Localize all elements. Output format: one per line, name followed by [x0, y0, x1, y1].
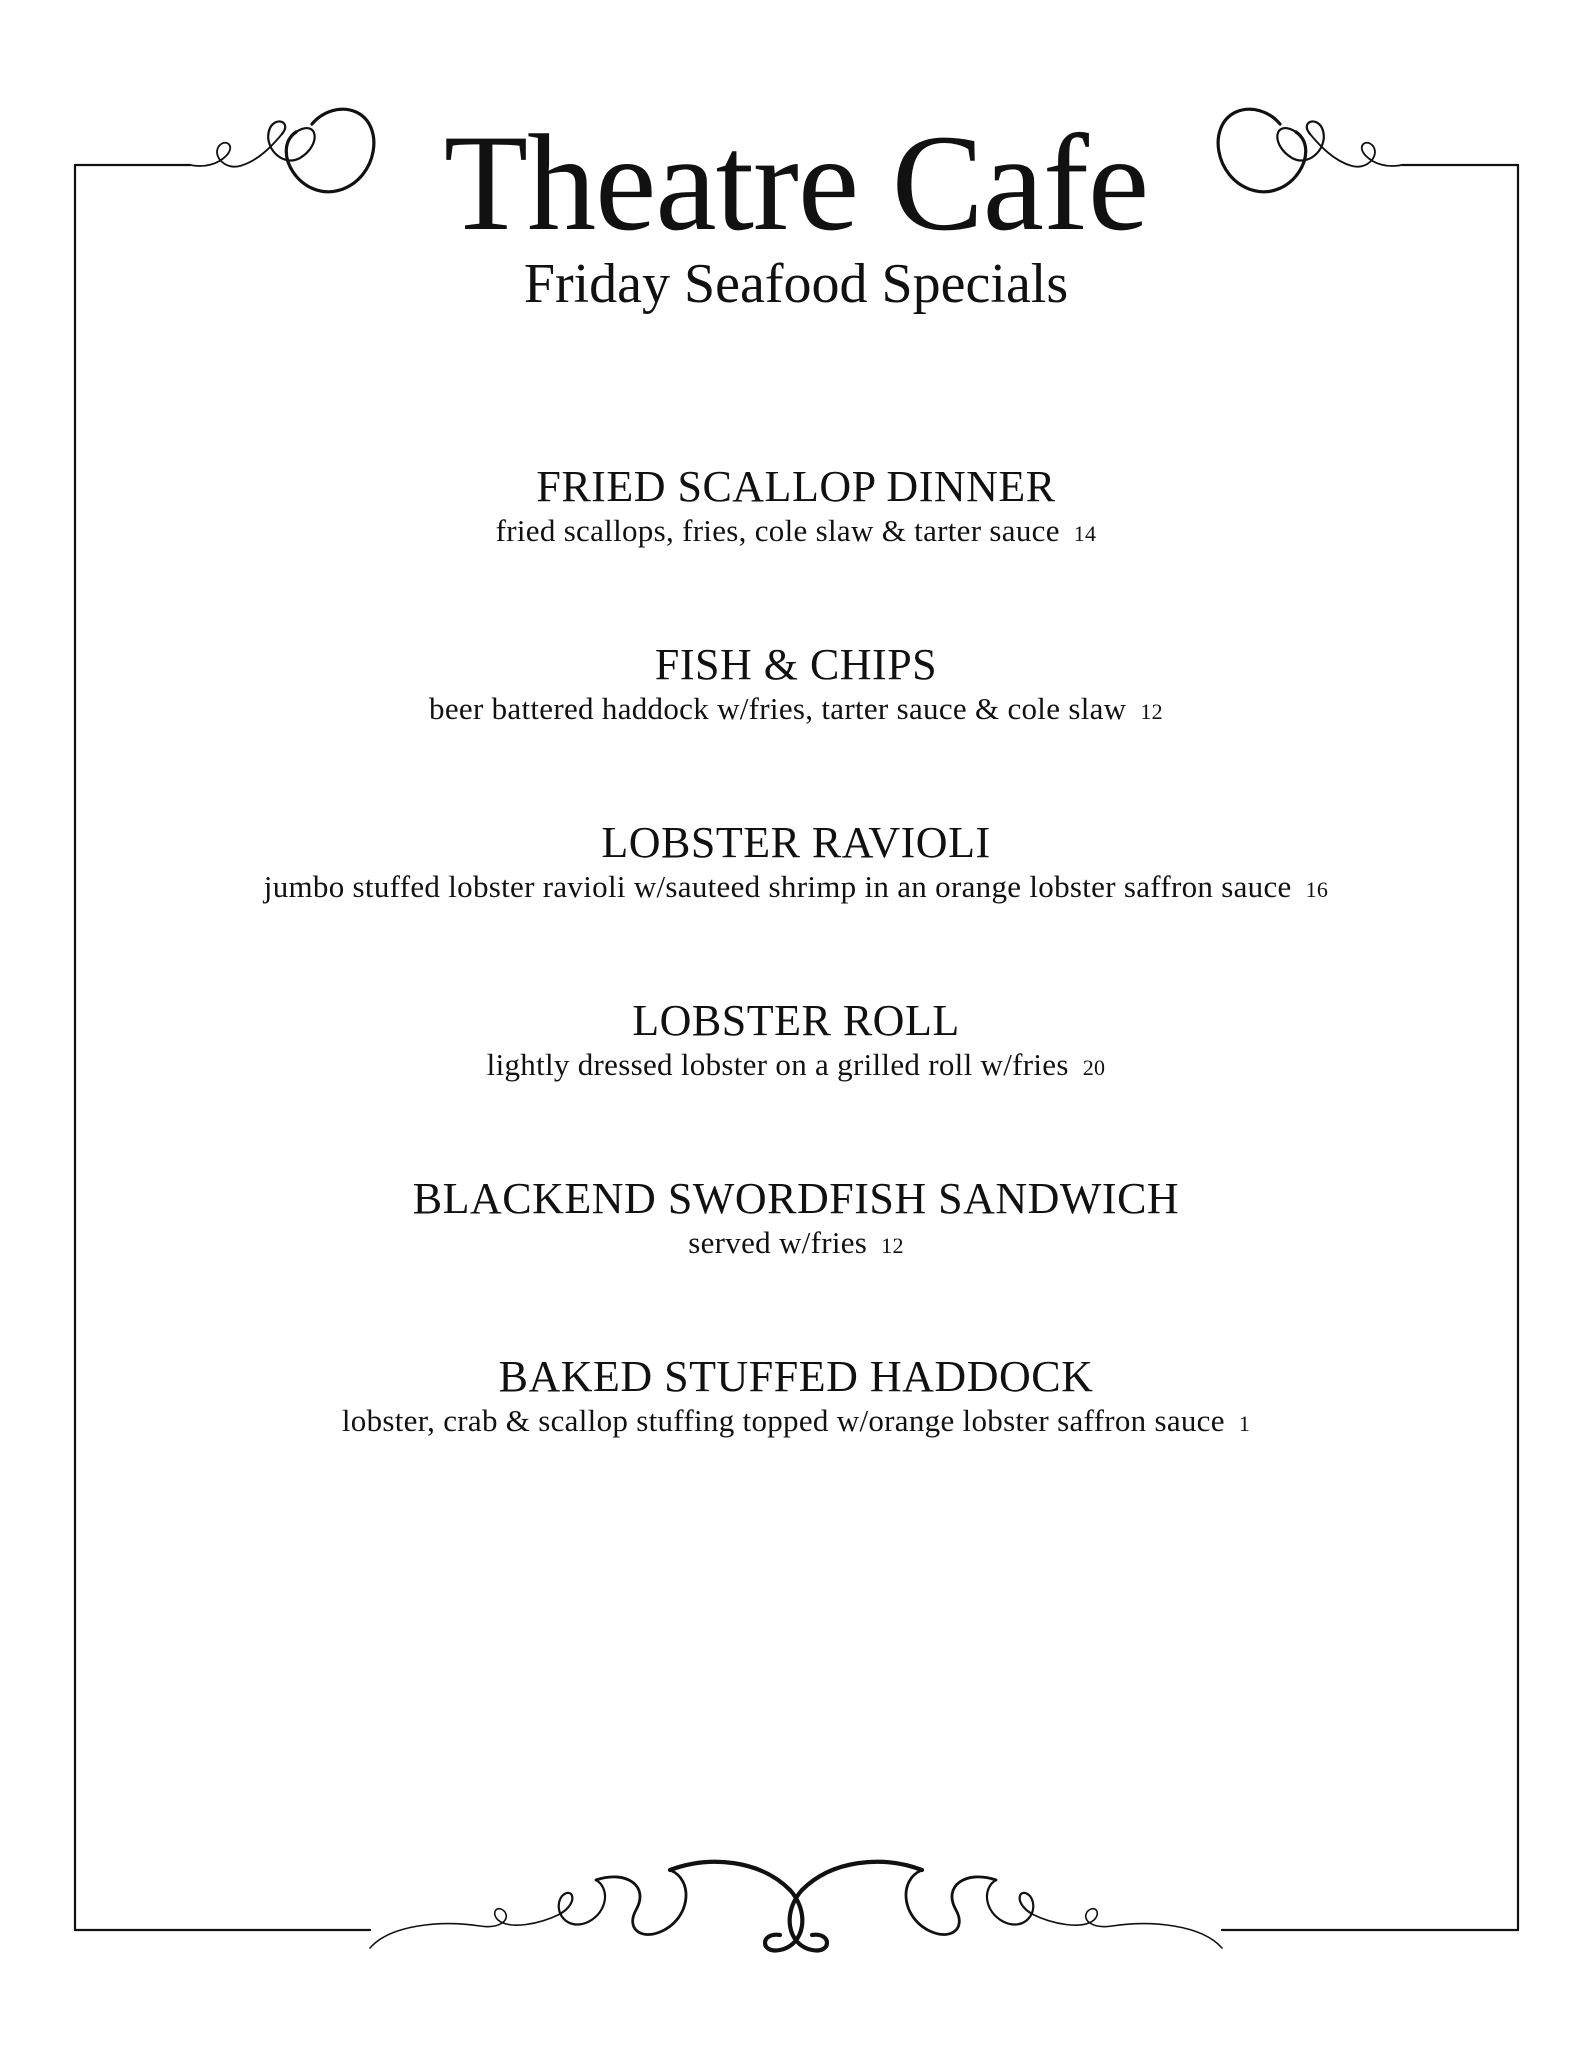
- menu-item-description-text: jumbo stuffed lobster ravioli w/sauteed shrimp in an orange lobster saffron sauce: [263, 869, 1292, 904]
- menu-item-price: 14: [1073, 521, 1097, 546]
- menu-item: [0, 640, 1592, 818]
- menu-item: [0, 1352, 1592, 1530]
- menu-item-description-text: lightly dressed lobster on a grilled roll w/fries: [486, 1047, 1069, 1082]
- menu-item-description: [0, 512, 1592, 553]
- menu-item: [0, 996, 1592, 1174]
- menu-item-price: 16: [1305, 877, 1329, 902]
- specials-list: [0, 462, 1592, 1530]
- menu-item-name: LOBSTER RAVIOLI: [601, 818, 991, 867]
- cafe-title: Theatre Cafe: [443, 106, 1149, 259]
- flourish-bottom-center-icon: [370, 1862, 1222, 1951]
- menu-item: [0, 1174, 1592, 1352]
- menu-item-price: 1: [1238, 1411, 1251, 1436]
- menu-item-name: LOBSTER ROLL: [632, 996, 960, 1045]
- menu-item-description: [0, 1046, 1592, 1087]
- menu-item-name: BLACKEND SWORDFISH SANDWICH: [412, 1174, 1180, 1223]
- menu-item: [0, 462, 1592, 640]
- menu-item-price: 12: [1140, 699, 1163, 724]
- menu-item-description: [0, 1224, 1592, 1265]
- menu-item-price: 20: [1082, 1055, 1106, 1080]
- menu-item-name: BAKED STUFFED HADDOCK: [498, 1352, 1094, 1401]
- menu-item-description: [0, 690, 1592, 731]
- menu-item-description-text: lobster, crab & scallop stuffing topped w/orange lobster saffron sauce: [341, 1403, 1225, 1438]
- menu-item-description-text: beer battered haddock w/fries, tarter sauce & cole slaw: [429, 691, 1127, 726]
- menu-item-description-text: served w/fries: [688, 1225, 868, 1260]
- menu-item-description-text: fried scallops, fries, cole slaw & tarter sauce: [495, 513, 1060, 548]
- menu-item-description: [0, 1402, 1592, 1443]
- menu-item-price: 12: [881, 1233, 904, 1258]
- menu-item-name: FRIED SCALLOP DINNER: [536, 462, 1056, 511]
- menu-item: [0, 818, 1592, 996]
- menu-item-name: FISH & CHIPS: [654, 640, 938, 689]
- menu-item-description: [0, 868, 1592, 909]
- menu-subtitle: Friday Seafood Specials: [523, 253, 1069, 315]
